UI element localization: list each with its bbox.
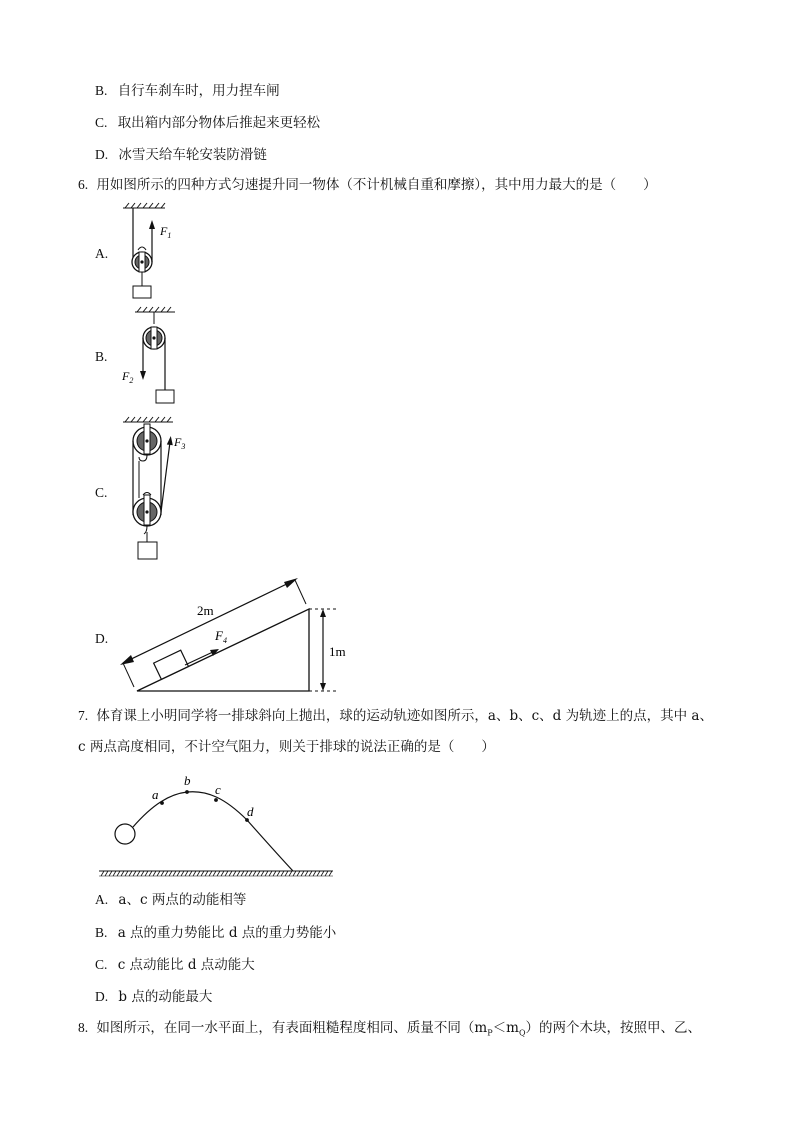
force-label-f1: $F_1$ — [160, 224, 172, 240]
length-label: 2m — [197, 603, 214, 618]
q7-option-a — [95, 891, 246, 909]
q8-stem — [78, 1019, 701, 1043]
trajectory-curve — [133, 792, 293, 871]
q6-option-d-letter: D. — [95, 631, 109, 646]
option-letter: C. — [95, 115, 108, 130]
pulley-wheel — [132, 252, 152, 272]
question-text: 用如图所示的四种方式匀速提升同一物体（不计机械自重和摩擦），其中用力最大的是（ ） — [96, 177, 657, 193]
option-letter: D. — [95, 989, 109, 1004]
q6-option-c-letter: C. — [95, 485, 108, 500]
q6-option-b-letter: B. — [95, 349, 108, 364]
q7-trajectory-figure — [95, 768, 340, 880]
option-letter: C. — [95, 957, 108, 972]
block-on-incline — [154, 650, 189, 679]
pulley-wheel — [143, 327, 165, 349]
q7-option-b — [95, 924, 336, 942]
fixed-pulley — [133, 424, 161, 455]
q5-option-c — [95, 114, 320, 132]
force-arrow — [149, 220, 155, 229]
option-text: 自行车刹车时，用力捏车闸 — [117, 83, 280, 99]
movable-pulley — [133, 495, 161, 526]
label-d: d — [247, 804, 254, 819]
option-text: c 点动能比 d 点动能大 — [117, 957, 255, 973]
question-text: 如图所示，在同一水平面上，有表面粗糙程度相同、质量不同$(m_P<m_Q)$的两个木块，按照甲、乙、 — [96, 1020, 701, 1038]
q6-figure-c — [110, 412, 210, 570]
question-number: 6. — [78, 177, 89, 192]
point-b — [185, 790, 189, 794]
option-text: 冰雪天给车轮安装防滑链 — [118, 147, 267, 163]
force-label-f2: $F_2$ — [122, 369, 134, 385]
question-number: 8. — [78, 1020, 89, 1035]
q7-stem-line1 — [78, 707, 713, 725]
force-label-f4: $F_4$ — [215, 628, 227, 645]
question-text: 体育课上小明同学将一排球斜向上抛出，球的运动轨迹如图所示，a、b、c、d 为轨迹上的点，其中 a、 — [96, 708, 713, 724]
option-text: b 点的动能最大 — [118, 989, 213, 1005]
q7-stem-line2: c 两点高度相同，不计空气阻力，则关于排球的说法正确的是（ ） — [78, 739, 495, 755]
point-a — [160, 801, 164, 805]
force-arrow — [140, 371, 146, 380]
option-text: a 点的重力势能比 d 点的重力势能小 — [117, 925, 337, 941]
point-c — [214, 798, 218, 802]
label-c: c — [215, 782, 221, 797]
label-a: a — [152, 787, 159, 802]
height-label: 1m — [329, 644, 346, 659]
q6-figure-a — [110, 198, 200, 308]
option-letter: D. — [95, 147, 109, 162]
ceiling-hatch — [123, 203, 165, 208]
q5-option-d — [95, 146, 267, 164]
q5-option-b — [95, 82, 280, 100]
force-label-f3: $F_3$ — [174, 435, 186, 451]
q6-figure-d — [115, 574, 365, 698]
question-number: 7. — [78, 708, 89, 723]
option-text: a、c 两点的动能相等 — [118, 892, 247, 908]
option-letter: B. — [95, 925, 108, 940]
force-arrow — [167, 436, 173, 445]
q6-option-a-letter: A. — [95, 246, 109, 261]
q7-option-d — [95, 988, 212, 1006]
option-letter: B. — [95, 83, 108, 98]
volleyball — [115, 824, 135, 844]
length-dimension-line — [123, 580, 295, 663]
option-letter: A. — [95, 892, 109, 907]
q7-option-c — [95, 956, 255, 974]
ceiling-hatch — [135, 307, 175, 312]
q6-figure-b — [110, 302, 200, 410]
option-text: 取出箱内部分物体后推起来更轻松 — [117, 115, 321, 131]
ceiling-hatch — [123, 417, 173, 422]
label-b: b — [184, 773, 191, 788]
q6-stem — [78, 176, 657, 194]
